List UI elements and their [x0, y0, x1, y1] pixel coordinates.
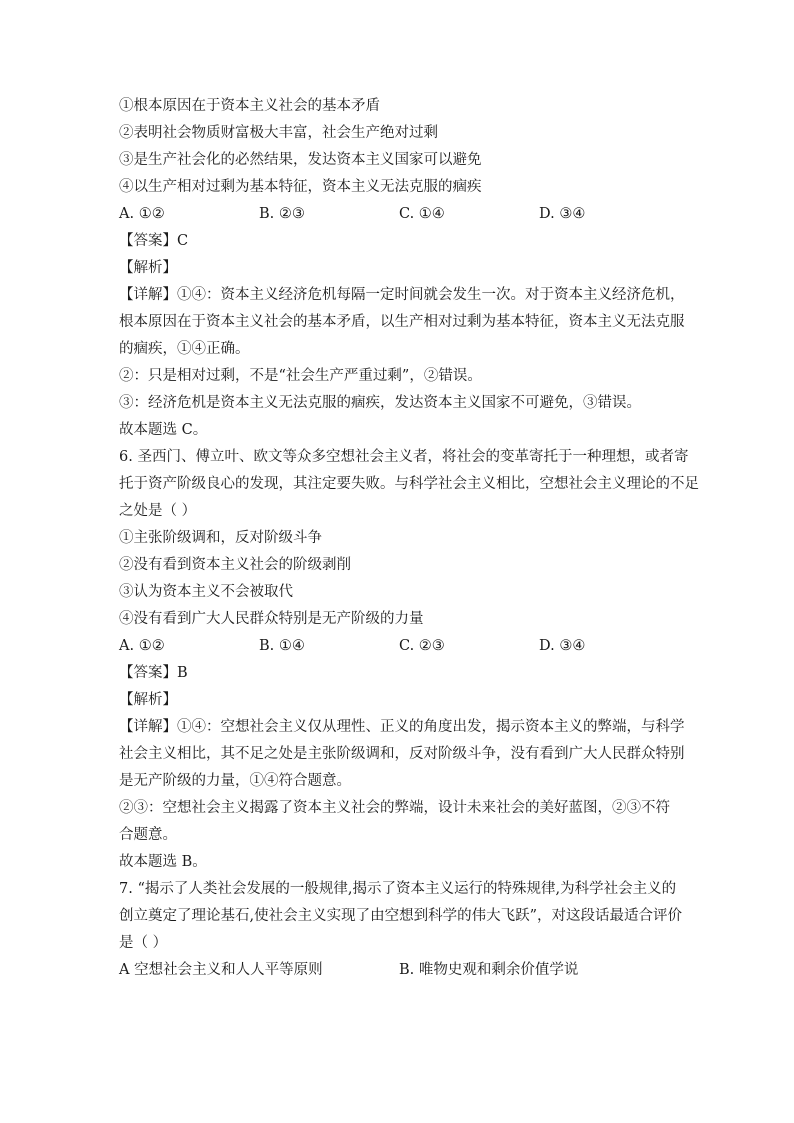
page-content: [119, 93, 699, 984]
statement-1: ①根本原因在于资本主义社会的基本矛盾: [119, 98, 380, 114]
question-7-text: 7. “揭示了人类社会发展的一般规律,揭示了资本主义运行的特殊规律,为科学社会主义的: [119, 881, 677, 897]
statement-1: ①主张阶级调和，反对阶级斗争: [119, 530, 322, 546]
statement-3: ③认为资本主义不会被取代: [119, 584, 293, 600]
question-7-text: 创立奠定了理论基石,使社会主义实现了由空想到科学的伟大飞跃”，对这段话最适合评价: [119, 908, 683, 924]
option-a: A 空想社会主义和人人平等原则: [119, 962, 323, 978]
answer-line: 【答案】B: [119, 665, 188, 681]
option-a: A. ①②: [119, 206, 165, 222]
question-7-text: 是（ ）: [119, 935, 168, 951]
detail-line: 社会主义相比，其不足之处是主张阶级调和，反对阶级斗争，没有看到广大人民群众特别: [119, 746, 685, 762]
detail-line: 是无产阶级的力量，①④符合题意。: [119, 773, 351, 789]
question-6-text: 托于资产阶级良心的发现，其注定要失败。与科学社会主义相比，空想社会主义理论的不足: [119, 476, 699, 492]
conclusion-line: 故本题选 C。: [119, 422, 208, 438]
detail-line: 合题意。: [119, 827, 177, 843]
option-c: C. ①④: [399, 206, 445, 222]
statement-4: ④以生产相对过剩为基本特征，资本主义无法克服的痼疾: [119, 179, 482, 195]
answer-options: [119, 201, 679, 228]
analysis-heading: 【解析】: [119, 692, 177, 708]
answer-line: 【答案】C: [119, 233, 189, 249]
detail-line: 【详解】①④：资本主义经济危机每隔一定时间就会发生一次。对于资本主义经济危机，: [119, 287, 685, 303]
conclusion-line: 故本题选 B。: [119, 854, 207, 870]
detail-line: 根本原因在于资本主义社会的基本矛盾，以生产相对过剩为基本特征，资本主义无法克服: [119, 314, 685, 330]
detail-line: 的痼疾，①④正确。: [119, 341, 250, 357]
detail-line: 【详解】①④：空想社会主义仅从理性、正义的角度出发，揭示资本主义的弊端，与科学: [119, 719, 685, 735]
option-d: D. ③④: [539, 206, 586, 222]
analysis-heading: 【解析】: [119, 260, 177, 276]
option-c: C. ②③: [399, 638, 445, 654]
statement-3: ③是生产社会化的必然结果，发达资本主义国家可以避免: [119, 152, 482, 168]
question-6-text: 6. 圣西门、傅立叶、欧文等众多空想社会主义者，将社会的变革寄托于一种理想，或者寄: [119, 449, 689, 465]
detail-line: ②③：空想社会主义揭露了资本主义社会的弊端，设计未来社会的美好蓝图，②③不符: [119, 800, 670, 816]
answer-options: [119, 957, 679, 984]
detail-line: ②：只是相对过剩，不是“社会生产严重过剩”，②错误。: [119, 368, 482, 384]
option-a: A. ①②: [119, 638, 165, 654]
option-b: B. ②③: [259, 206, 305, 222]
statement-2: ②没有看到资本主义社会的阶级剥削: [119, 557, 351, 573]
option-d: D. ③④: [539, 638, 586, 654]
statement-2: ②表明社会物质财富极大丰富，社会生产绝对过剩: [119, 125, 438, 141]
question-6-text: 之处是（ ）: [119, 503, 197, 519]
detail-line: ③：经济危机是资本主义无法克服的痼疾，发达资本主义国家不可避免，③错误。: [119, 395, 641, 411]
option-b: B. 唯物史观和剩余价值学说: [399, 962, 579, 978]
answer-options: [119, 633, 679, 660]
option-b: B. ①④: [259, 638, 305, 654]
statement-4: ④没有看到广大人民群众特别是无产阶级的力量: [119, 611, 424, 627]
